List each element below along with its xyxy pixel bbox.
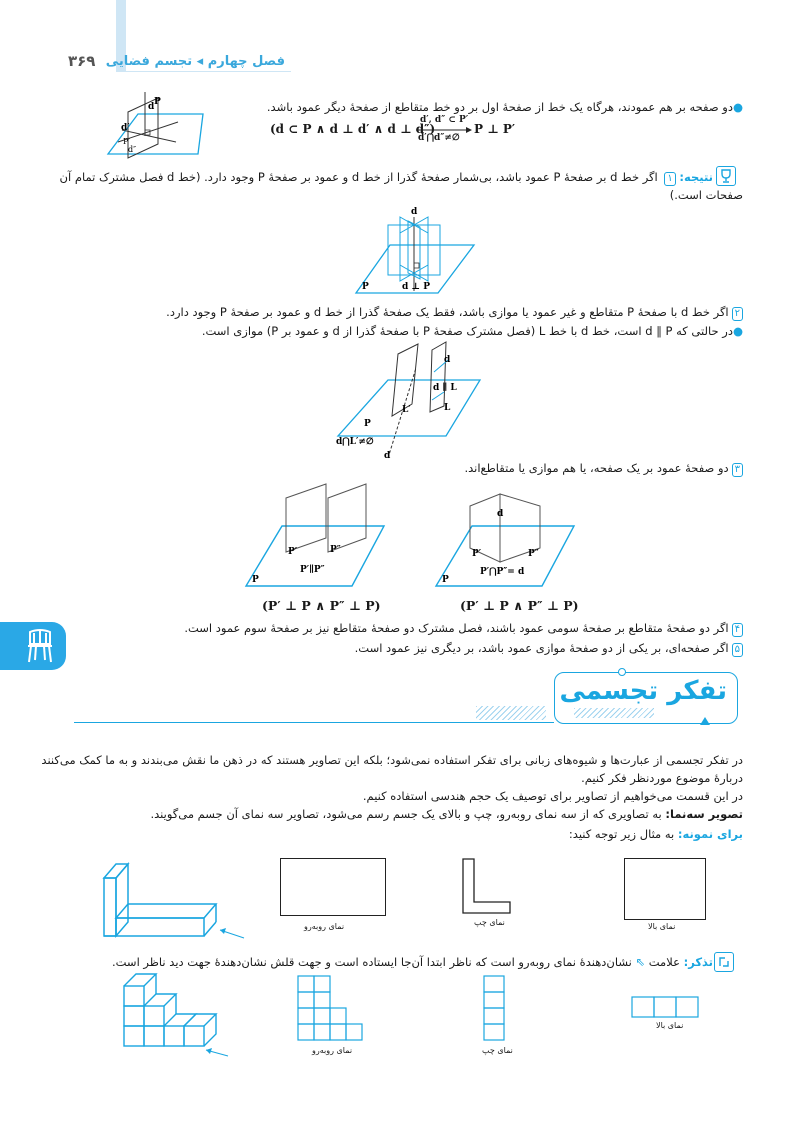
view-left-l — [462, 858, 512, 914]
item4-text: ۴اگر دو صفحهٔ متقاطع بر صفحهٔ سومی عمود باشند، فصل مشترک دو صفحهٔ متقاطع نیز بر صفحهٔ سوم عمود است. — [184, 620, 743, 637]
chapter-title: فصل چهارم ◂ تجسم فضایی — [105, 54, 285, 69]
view2-left-grid — [484, 976, 506, 1042]
svg-text:d′: d′ — [121, 123, 130, 133]
view-top-rect — [624, 858, 706, 920]
formula-under: d′⋂d″≠∅ — [418, 133, 460, 143]
formula-left: (d ⊂ P ∧ d ⊥ d′ ∧ d ⊥ d″) — [270, 122, 436, 136]
intro-p3: در این قسمت می‌خواهیم از تصاویر برای توصیف یک حجم هندسی استفاده کنیم. — [362, 789, 743, 803]
caption-right: (P′ ⊥ P ∧ P″ ⊥ P) — [460, 598, 579, 613]
remark-text: تذکر: علامت ⇖ نشان‌دهندهٔ نمای روبه‌رو است که ناظر ابتدا آن‌جا ایستاده است و جهت قلش نشان‌دهندهٔ جهت دید ناظر است. — [111, 955, 713, 969]
svg-text:P′: P′ — [472, 549, 482, 559]
intro-p1: در تفکر تجسمی از عبارت‌ها و شیوه‌های زبانی برای تفکر استفاده نمی‌شود؛ بلکه این تصاویر هستند که در ذهن ما نقش می‌بندند و به ما کمک می‌کنند — [41, 753, 743, 767]
figure-intersecting-planes — [436, 482, 576, 590]
section-title: تفکر تجسمی — [559, 676, 727, 706]
section-tri — [700, 717, 710, 725]
svg-text:P″: P″ — [528, 549, 539, 559]
view-left-label: نمای چپ — [474, 918, 505, 927]
formula-right: P ⊥ P′ — [474, 122, 516, 136]
note1-line2: صفحات است.) — [669, 188, 743, 202]
perp-planes-text: ●دو صفحه بر هم عمودند، هرگاه یک خط از صفحهٔ اول بر دو خط متقاطع از صفحهٔ دیگر عمود باشد. — [266, 100, 743, 114]
view2-front-grid — [298, 976, 364, 1042]
figure-planes-through-line — [356, 205, 476, 297]
formula-over: d′, d″ ⊂ P′ — [420, 115, 469, 125]
svg-text:d: d — [444, 355, 451, 365]
svg-text:P: P — [442, 575, 449, 585]
svg-text:d ∥ L: d ∥ L — [433, 383, 457, 393]
svg-text:d″: d″ — [128, 145, 137, 154]
svg-text:P″: P″ — [330, 545, 341, 555]
view2-top-grid — [632, 997, 702, 1019]
svg-text:P: P — [154, 97, 161, 107]
header-underline — [126, 71, 291, 72]
note1-line1: نتیجه: ۱ اگر خط d بر صفحهٔ P عمود باشد، بی‌شمار صفحهٔ گذرا از خط d و عمود بر صفحهٔ P وجود دارد. (خط d فصل مشترک تمام آن — [59, 170, 713, 184]
svg-text:P: P — [362, 282, 369, 292]
svg-text:P: P — [252, 575, 259, 585]
svg-text:P′: P′ — [123, 137, 131, 146]
view2-top-label: نمای بالا — [656, 1021, 684, 1030]
side-tab — [0, 622, 66, 670]
item2b-text: ●در حالتی که d ∥ P است، خط d با خط L (فصل مشترک صفحهٔ P با صفحهٔ گذرا از d و عمود بر P) موازی است. — [201, 324, 743, 338]
section-hatch — [476, 706, 546, 720]
figure-perpendicular-planes — [108, 92, 228, 162]
pencil-icon — [715, 953, 733, 971]
view-front-rect — [280, 858, 386, 916]
caption-left: (P′ ⊥ P ∧ P″ ⊥ P) — [262, 598, 381, 613]
note-icon — [716, 166, 736, 186]
figure-step-cubes — [122, 970, 232, 1070]
section-rule — [74, 722, 554, 723]
figure-parallel-planes — [246, 482, 386, 590]
remark-icon — [714, 952, 734, 972]
view2-front-label: نمای روبه‌رو — [312, 1046, 353, 1055]
intro-p4: تصویر سه‌نما: به تصاویری که از سه نمای روبه‌رو، چپ و بالای یک جسم رسم می‌شود، تصاویر سه نمای آن جسم می‌گویند. — [150, 807, 743, 821]
svg-text:d: d — [411, 207, 418, 217]
trophy-icon — [717, 167, 735, 185]
intro-p5: برای نمونه: به مثال زیر توجه کنید: — [568, 827, 743, 841]
svg-text:d: d — [148, 102, 155, 112]
item3-text: ۳دو صفحهٔ عمود بر یک صفحه، یا هم موازی یا متقاطع‌اند. — [464, 460, 743, 477]
chair-icon — [0, 622, 66, 670]
figure-l-solid — [104, 846, 254, 946]
view-front-label: نمای روبه‌رو — [304, 922, 345, 931]
intro-p2: دربارهٔ موضوع موردنظر فکر کنیم. — [581, 771, 743, 785]
svg-text:d: d — [497, 509, 504, 519]
section-hatch-inner — [574, 708, 654, 718]
svg-text:L′: L′ — [402, 405, 411, 415]
svg-text:P′⋂P″= d: P′⋂P″= d — [480, 567, 525, 577]
figure-line-parallel-plane — [336, 340, 486, 460]
svg-text:L: L — [444, 403, 451, 413]
svg-text:d⋂L′≠∅: d⋂L′≠∅ — [336, 437, 374, 447]
item2-text: ۲اگر خط d با صفحهٔ P متقاطع و غیر عمود یا موازی باشد، فقط یک صفحهٔ گذرا از خط d و عمود بر صفحهٔ P وجود دارد. — [166, 304, 743, 321]
svg-text:P′: P′ — [288, 547, 298, 557]
svg-text:P: P — [364, 419, 371, 429]
svg-text:d ⊥ P: d ⊥ P — [402, 282, 430, 292]
svg-text:P′∥P″: P′∥P″ — [300, 565, 325, 575]
section-dot — [618, 668, 626, 676]
view-top-label: نمای بالا — [648, 922, 676, 931]
item5-text: ۵اگر صفحه‌ای، بر یکی از دو صفحهٔ موازی عمود باشد، بر دیگری نیز عمود است. — [355, 640, 743, 657]
view2-left-label: نمای چپ — [482, 1046, 513, 1055]
page-number: ۳۶۹ — [68, 52, 96, 70]
svg-text:d: d — [384, 451, 391, 461]
